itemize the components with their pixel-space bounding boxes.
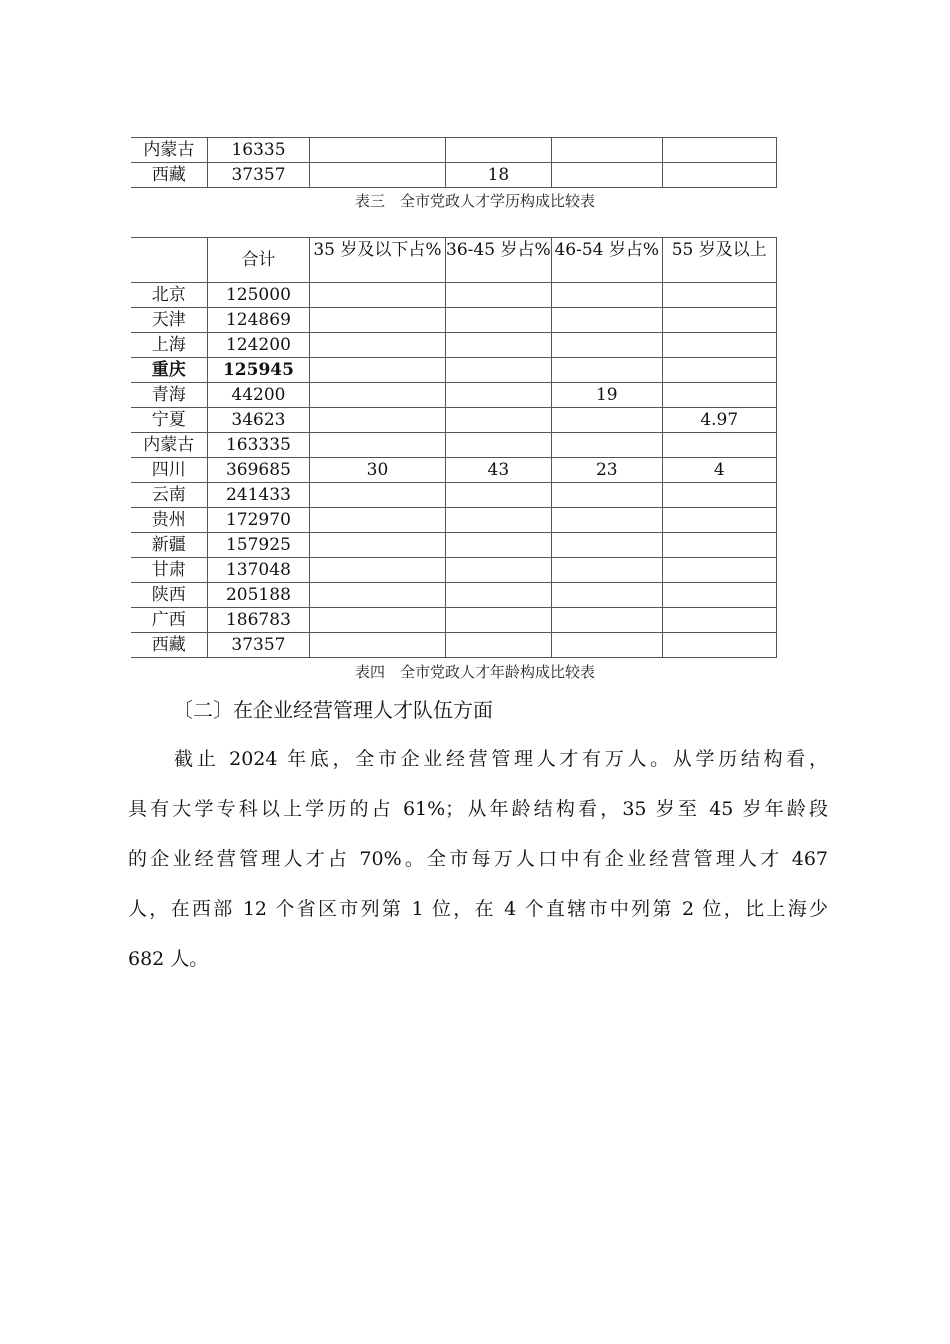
table-cell: 北京: [131, 283, 207, 308]
table-cell: 16335: [207, 138, 310, 163]
table-cell: 30: [310, 458, 445, 483]
table-header-cell: 46-54 岁占%: [552, 238, 662, 283]
table-cell: [445, 583, 551, 608]
table-cell: 广西: [131, 608, 207, 633]
table-header-cell: 合计: [207, 238, 310, 283]
table-cell: 34623: [207, 408, 310, 433]
table-cell: [552, 358, 662, 383]
table-cell: 23: [552, 458, 662, 483]
table-cell: [445, 308, 551, 333]
table-row: [131, 433, 777, 458]
table-cell: 内蒙古: [131, 138, 207, 163]
table-cell: [310, 283, 445, 308]
table-cell: [552, 308, 662, 333]
table-cell: [552, 408, 662, 433]
table-cell: [310, 163, 445, 188]
table-cell: 19: [552, 383, 662, 408]
paragraph-line: 人，在西部 12 个省区市列第 1 位，在 4 个直辖市中列第 2 位，比上海少: [128, 898, 828, 920]
table-cell: [662, 138, 776, 163]
table-cell: 4.97: [662, 408, 777, 433]
table-row: [131, 558, 777, 583]
table-cell: 贵州: [131, 508, 207, 533]
table-cell: [310, 358, 445, 383]
table-cell: 163335: [207, 433, 310, 458]
table-cell: [552, 583, 662, 608]
table-cell: 新疆: [131, 533, 207, 558]
table-cell: [662, 333, 777, 358]
table-header-cell: [131, 238, 207, 283]
table-cell: [310, 533, 445, 558]
table-cell: [310, 333, 445, 358]
table-cell: [662, 283, 777, 308]
table-cell: 四川: [131, 458, 207, 483]
paragraph-line: 截止 2024 年底，全市企业经营管理人才有万人。从学历结构看，: [174, 748, 828, 770]
table-row: [131, 408, 777, 433]
table-cell: [445, 633, 551, 658]
table-cell: [552, 138, 662, 163]
section-heading: 〔二〕在企业经营管理人才队伍方面: [173, 698, 493, 722]
table-cell: [310, 608, 445, 633]
table-cell: 186783: [207, 608, 310, 633]
table-cell: [662, 633, 777, 658]
table-cell: [552, 633, 662, 658]
table-cell: [445, 358, 551, 383]
table-row: [131, 283, 777, 308]
table-cell: 157925: [207, 533, 310, 558]
table-cell: 青海: [131, 383, 207, 408]
table-cell: [310, 308, 445, 333]
table-cell: 重庆: [131, 358, 207, 383]
table-cell: [662, 358, 777, 383]
table-cell: [310, 583, 445, 608]
table-cell: [310, 558, 445, 583]
table-header-row: [131, 238, 777, 283]
table-row: [131, 308, 777, 333]
paragraph-line: 具有大学专科以上学历的占 61%；从年龄结构看，35 岁至 45 岁年龄段: [128, 798, 828, 820]
table-cell: 369685: [207, 458, 310, 483]
table-cell: [310, 633, 445, 658]
table-header-cell: 55 岁及以上: [662, 238, 777, 283]
table-cell: [662, 433, 777, 458]
table-row: [131, 583, 777, 608]
table-row: [131, 333, 777, 358]
table-cell: [310, 508, 445, 533]
table-cell: 天津: [131, 308, 207, 333]
table-cell: [445, 483, 551, 508]
table-row: [131, 383, 777, 408]
table-cell: 上海: [131, 333, 207, 358]
table-cell: 37357: [207, 163, 310, 188]
table-cell: 241433: [207, 483, 310, 508]
table-cell: 125000: [207, 283, 310, 308]
table-cell: 宁夏: [131, 408, 207, 433]
table-cell: 125945: [207, 358, 310, 383]
table-cell: 44200: [207, 383, 310, 408]
table-row: [131, 508, 777, 533]
table-row: [131, 608, 777, 633]
education-table-tail: [131, 137, 777, 188]
table-cell: [445, 433, 551, 458]
table-row: [131, 483, 777, 508]
table-cell: 甘肃: [131, 558, 207, 583]
table-cell: [445, 558, 551, 583]
table-cell: 西藏: [131, 163, 207, 188]
table-cell: 云南: [131, 483, 207, 508]
table-cell: [552, 283, 662, 308]
table-cell: [662, 163, 776, 188]
table-cell: [552, 433, 662, 458]
table-cell: 124200: [207, 333, 310, 358]
table-cell: [662, 308, 777, 333]
table-cell: [445, 333, 551, 358]
table-cell: [552, 608, 662, 633]
table-cell: [662, 383, 777, 408]
paragraph-line: 的企业经营管理人才占 70%。全市每万人口中有企业经营管理人才 467: [128, 848, 828, 870]
table-cell: [662, 608, 777, 633]
table-row: [131, 533, 777, 558]
table-cell: 4: [662, 458, 777, 483]
table-row: [131, 633, 777, 658]
table-cell: [445, 508, 551, 533]
table-cell: [310, 433, 445, 458]
table-cell: 37357: [207, 633, 310, 658]
table-cell: [445, 383, 551, 408]
table-cell: 172970: [207, 508, 310, 533]
table-cell: [552, 533, 662, 558]
table-cell: 内蒙古: [131, 433, 207, 458]
table-cell: [310, 483, 445, 508]
table-cell: [445, 283, 551, 308]
table-cell: [552, 483, 662, 508]
table-cell: 124869: [207, 308, 310, 333]
table-cell: [662, 533, 777, 558]
body-paragraph: [128, 734, 828, 984]
table-cell: [662, 583, 777, 608]
table-cell: [310, 408, 445, 433]
table-caption: 表四 全市党政人才年龄构成比较表: [354, 663, 595, 681]
table-cell: [552, 558, 662, 583]
table-header-cell: 36-45 岁占%: [445, 238, 551, 283]
table-cell: [445, 608, 551, 633]
table-cell: 西藏: [131, 633, 207, 658]
table-cell: 陕西: [131, 583, 207, 608]
table-cell: [310, 138, 445, 163]
table-cell: [310, 383, 445, 408]
table-caption: 表三 全市党政人才学历构成比较表: [354, 192, 595, 210]
table-cell: 137048: [207, 558, 310, 583]
paragraph-line: 682 人。: [128, 948, 209, 970]
table-cell: [445, 138, 552, 163]
table-header-cell: 35 岁及以下占%: [310, 238, 445, 283]
table-cell: [552, 333, 662, 358]
table-row: [131, 138, 777, 163]
table-row: [131, 163, 777, 188]
table-cell: 205188: [207, 583, 310, 608]
table-cell: [662, 508, 777, 533]
table-cell: 43: [445, 458, 551, 483]
age-structure-table: [131, 237, 777, 658]
table-cell: [662, 558, 777, 583]
table-row: [131, 358, 777, 383]
table-cell: [445, 533, 551, 558]
table-cell: [552, 508, 662, 533]
table-cell: [662, 483, 777, 508]
table-row: [131, 458, 777, 483]
table-cell: [552, 163, 662, 188]
table-cell: 18: [445, 163, 552, 188]
table-cell: [445, 408, 551, 433]
